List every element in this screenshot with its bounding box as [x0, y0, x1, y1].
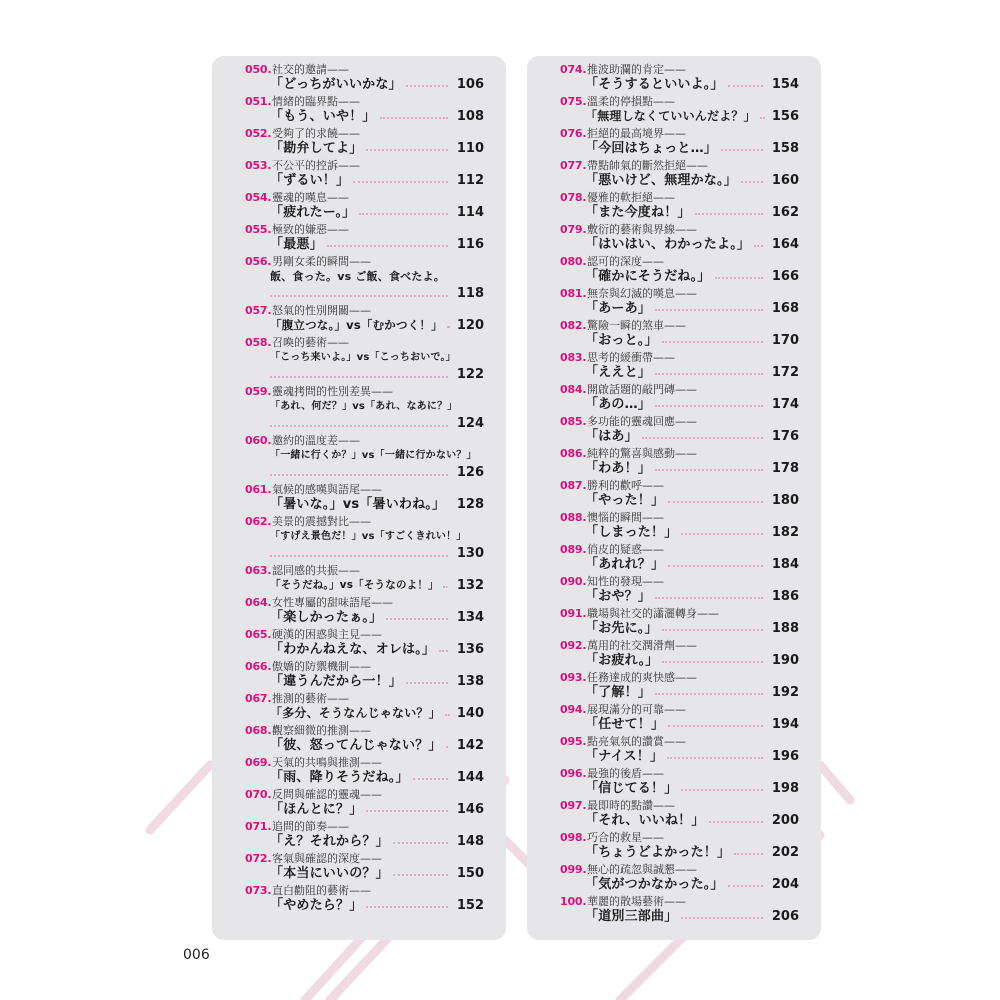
entry-phrase: 「やめたら？」 — [270, 898, 363, 913]
entry-number: 069. — [245, 756, 272, 769]
entry-page-number: 200 — [771, 813, 799, 828]
entry-phrase: 「やった！」 — [585, 493, 665, 508]
entry-number: 094. — [560, 703, 587, 716]
dotted-leader — [270, 425, 448, 427]
entry-page-number: 126 — [456, 465, 484, 480]
entry-number: 068. — [245, 724, 272, 737]
entry-phrase: 「おっと。」 — [585, 333, 658, 348]
entry-phrase: 「こっち来いよ。」vs「こっちおいで。」 — [270, 352, 456, 363]
entry-topic: 男剛女柔的瞬間—— — [272, 255, 371, 268]
entry-number: 060. — [245, 434, 272, 447]
entry-number: 062. — [245, 515, 272, 528]
entry-phrase: 「あの…」 — [585, 397, 652, 412]
entry-phrase: 「はあ」 — [585, 429, 638, 444]
dotted-leader — [667, 757, 763, 759]
entry-topic: 追問的節奏—— — [272, 820, 349, 833]
entry-phrase: 「暑いな。」vs「暑いわね。」 — [270, 497, 446, 512]
entry-phrase: 「楽しかったぁ。」 — [270, 610, 383, 625]
dotted-leader — [709, 821, 763, 823]
entry-page-number: 186 — [771, 589, 799, 604]
entry-topic: 美景的震撼對比—— — [272, 515, 371, 528]
entry-topic: 萬用的社交潤滑劑—— — [587, 639, 697, 652]
dotted-leader — [359, 213, 448, 215]
dotted-leader — [728, 885, 763, 887]
entry-topic: 巧合的救星—— — [587, 831, 664, 844]
entry-number: 100. — [560, 895, 587, 908]
entry-number: 061. — [245, 483, 272, 496]
entry-page-number: 164 — [771, 237, 799, 252]
entry-number: 074. — [560, 63, 587, 76]
dotted-leader — [406, 682, 448, 684]
entry-number: 091. — [560, 607, 587, 620]
dotted-leader — [681, 917, 763, 919]
dotted-leader — [642, 437, 763, 439]
entry-phrase: 「本当にいいの？」 — [270, 866, 389, 881]
entry-page-number: 112 — [456, 173, 484, 188]
entry-number: 097. — [560, 799, 587, 812]
dotted-leader — [386, 618, 448, 620]
entry-phrase: 「悪いけど、無理かな。」 — [585, 173, 737, 188]
entry-page-number: 188 — [771, 621, 799, 636]
entry-topic: 思考的緩衝帶—— — [587, 351, 675, 364]
entry-page-number: 114 — [456, 205, 484, 220]
entry-topic: 不公平的控訴—— — [272, 159, 360, 172]
entry-page-number: 128 — [456, 497, 484, 512]
entry-phrase: 「一緒に行くか？」vs「一緒に行かない？」 — [270, 450, 477, 461]
entry-page-number: 196 — [771, 749, 799, 764]
dotted-leader — [655, 693, 763, 695]
dotted-leader — [655, 597, 763, 599]
entry-topic: 職場與社交的瀟灑轉身—— — [587, 607, 719, 620]
entry-topic: 帶點帥氣的斷然拒絕—— — [587, 159, 708, 172]
entry-number: 050. — [245, 63, 272, 76]
entry-number: 055. — [245, 223, 272, 236]
entry-number: 099. — [560, 863, 587, 876]
entry-number: 057. — [245, 304, 272, 317]
entry-topic: 情緒的臨界點—— — [272, 95, 360, 108]
entry-topic: 純粹的驚喜與感動—— — [587, 447, 697, 460]
entry-page-number: 136 — [456, 642, 484, 657]
entry-number: 086. — [560, 447, 587, 460]
entry-topic: 最強的後盾—— — [587, 767, 664, 780]
entry-topic: 任務達成的爽快感—— — [587, 671, 697, 684]
entry-page-number: 150 — [456, 866, 484, 881]
dotted-leader — [443, 586, 448, 588]
dotted-leader — [754, 245, 763, 247]
entry-phrase: 「ほんとに？」 — [270, 802, 363, 817]
entry-page-number: 172 — [771, 365, 799, 380]
entry-number: 066. — [245, 660, 272, 673]
entry-page-number: 162 — [771, 205, 799, 220]
entry-page-number: 108 — [456, 109, 484, 124]
entry-page-number: 152 — [456, 898, 484, 913]
entry-topic: 開啟話題的敲門磚—— — [587, 383, 697, 396]
entry-topic: 勝利的歡呼—— — [587, 479, 664, 492]
entry-page-number: 194 — [771, 717, 799, 732]
entry-number: 054. — [245, 191, 272, 204]
entry-phrase: 「確かにそうだね。」 — [585, 269, 711, 284]
entry-phrase: 「任せて！」 — [585, 717, 665, 732]
entry-number: 051. — [245, 95, 272, 108]
entry-topic: 傲嬌的防禦機制—— — [272, 660, 371, 673]
entry-number: 089. — [560, 543, 587, 556]
entry-topic: 最即時的點讚—— — [587, 799, 675, 812]
entry-phrase: 「あーあ」 — [585, 301, 652, 316]
dotted-leader — [380, 117, 448, 119]
entry-topic: 俏皮的疑惑—— — [587, 543, 664, 556]
entry-topic: 知性的發現—— — [587, 575, 664, 588]
entry-number: 064. — [245, 596, 272, 609]
entry-phrase: 「それ、いいね！」 — [585, 813, 705, 828]
entry-topic: 推測的藝術—— — [272, 692, 349, 705]
entry-page-number: 158 — [771, 141, 799, 156]
entry-phrase: 「疲れたー。」 — [270, 205, 356, 220]
dotted-leader — [655, 469, 763, 471]
dotted-leader — [721, 149, 763, 151]
entry-page-number: 160 — [771, 173, 799, 188]
entry-number: 065. — [245, 628, 272, 641]
dotted-leader — [681, 533, 763, 535]
entry-phrase: 「え？それから？」 — [270, 834, 389, 849]
entry-page-number: 154 — [771, 77, 799, 92]
toc-panel-left — [212, 56, 506, 940]
entry-number: 077. — [560, 159, 587, 172]
entry-topic: 社交的邀請—— — [272, 63, 349, 76]
entry-number: 063. — [245, 564, 272, 577]
entry-number: 079. — [560, 223, 587, 236]
entry-page-number: 156 — [771, 109, 799, 124]
entry-number: 058. — [245, 336, 272, 349]
entry-page-number: 166 — [771, 269, 799, 284]
entry-page-number: 184 — [771, 557, 799, 572]
entry-number: 080. — [560, 255, 587, 268]
dotted-leader — [655, 309, 763, 311]
entry-page-number: 122 — [456, 367, 484, 382]
entry-phrase: 「おや？」 — [585, 589, 652, 604]
dotted-leader — [662, 661, 763, 663]
entry-topic: 點亮氣氛的讚賞—— — [587, 735, 686, 748]
entry-phrase: 「腹立つな。」vs「むかつく！」 — [270, 318, 443, 332]
entry-phrase: 「気がつかなかった。」 — [585, 877, 724, 892]
entry-page-number: 190 — [771, 653, 799, 668]
entry-number: 056. — [245, 255, 272, 268]
entry-topic: 優雅的軟拒絕—— — [587, 191, 675, 204]
entry-phrase: 「最悪」 — [270, 237, 323, 252]
entry-topic: 推波助瀾的肯定—— — [587, 63, 686, 76]
entry-page-number: 106 — [456, 77, 484, 92]
entry-phrase: 「彼、怒ってんじゃない？」 — [270, 738, 442, 753]
dotted-leader — [270, 295, 448, 297]
entry-topic: 展現滿分的可靠—— — [587, 703, 686, 716]
entry-topic: 召喚的藝術—— — [272, 336, 349, 349]
dotted-leader — [760, 117, 763, 119]
entry-phrase: 「そうだね。」vs「そうなのよ！」 — [270, 579, 439, 591]
dotted-leader — [715, 277, 763, 279]
entry-topic: 多功能的靈魂回應—— — [587, 415, 697, 428]
dotted-leader — [270, 474, 448, 476]
entry-number: 095. — [560, 735, 587, 748]
entry-phrase: 「違うんだから一！」 — [270, 674, 403, 689]
entry-number: 081. — [560, 287, 587, 300]
entry-page-number: 132 — [456, 578, 484, 593]
entry-topic: 硬漢的困惑與主見—— — [272, 628, 382, 641]
entry-page-number: 138 — [456, 674, 484, 689]
entry-page-number: 116 — [456, 237, 484, 252]
entry-topic: 認同感的共振—— — [272, 564, 360, 577]
entry-page-number: 192 — [771, 685, 799, 700]
entry-phrase: 「どっちがいいかな」 — [270, 77, 402, 92]
dotted-leader — [668, 725, 763, 727]
dotted-leader — [741, 181, 763, 183]
entry-page-number: 202 — [771, 845, 799, 860]
entry-topic: 天氣的共鳴與推測—— — [272, 756, 382, 769]
entry-topic: 華麗的散場藝術—— — [587, 895, 686, 908]
entry-topic: 靈魂的嘆息—— — [272, 191, 349, 204]
entry-number: 088. — [560, 511, 587, 524]
entry-number: 085. — [560, 415, 587, 428]
entry-page-number: 168 — [771, 301, 799, 316]
dotted-leader — [353, 181, 448, 183]
entry-phrase: 「しまった！」 — [585, 525, 678, 540]
entry-page-number: 178 — [771, 461, 799, 476]
dotted-leader — [446, 746, 448, 748]
entry-topic: 極致的嫌惡—— — [272, 223, 349, 236]
dotted-leader — [681, 789, 763, 791]
entry-topic: 氣候的感嘆與語尾—— — [272, 483, 382, 496]
entry-number: 096. — [560, 767, 587, 780]
entry-number: 070. — [245, 788, 272, 801]
entry-topic: 女性專屬的甜味語尾—— — [272, 596, 393, 609]
toc-panel-right — [527, 56, 821, 940]
entry-topic: 觀察細微的推測—— — [272, 724, 371, 737]
dotted-leader — [447, 326, 448, 328]
entry-phrase: 「今回はちょっと…」 — [585, 141, 718, 156]
entry-phrase: 「お先に。」 — [585, 621, 658, 636]
entry-topic: 無奈與幻滅的嘆息—— — [587, 287, 697, 300]
dotted-leader — [413, 778, 448, 780]
dotted-leader — [270, 376, 448, 378]
entry-number: 078. — [560, 191, 587, 204]
entry-phrase: 「無理しなくていいんだよ？」 — [585, 109, 756, 123]
entry-topic: 拒絕的最高境界—— — [587, 127, 686, 140]
entry-topic: 無心的疏忽與誠懇—— — [587, 863, 697, 876]
entry-page-number: 206 — [771, 909, 799, 924]
entry-phrase: 「すげえ景色だ！」vs「すごくきれい！」 — [270, 531, 467, 542]
entry-number: 052. — [245, 127, 272, 140]
entry-number: 059. — [245, 385, 272, 398]
entry-phrase: 「ちょうどよかった！」 — [585, 845, 731, 860]
dotted-leader — [445, 714, 448, 716]
entry-phrase: 「お疲れ。」 — [585, 653, 659, 668]
dotted-leader — [668, 565, 763, 567]
entry-phrase: 「わかんねえな、オレは。」 — [270, 642, 436, 657]
entry-number: 075. — [560, 95, 587, 108]
entry-topic: 直白勸阻的藝術—— — [272, 884, 371, 897]
entry-phrase: 「はいはい、わかったよ。」 — [585, 237, 751, 252]
entry-number: 084. — [560, 383, 587, 396]
entry-page-number: 182 — [771, 525, 799, 540]
entry-topic: 怒氣的性別開關—— — [272, 304, 371, 317]
entry-number: 067. — [245, 692, 272, 705]
dotted-leader — [366, 810, 448, 812]
entry-topic: 溫柔的停損點—— — [587, 95, 675, 108]
entry-number: 090. — [560, 575, 587, 588]
entry-number: 087. — [560, 479, 587, 492]
entry-phrase: 「ナイス！」 — [585, 749, 664, 764]
entry-number: 053. — [245, 159, 272, 172]
entry-phrase: 「あれ、何だ？」vs「あれ、なあに？」 — [270, 401, 458, 412]
dotted-leader — [406, 85, 448, 87]
dotted-leader — [366, 149, 448, 151]
entry-topic: 驚險一瞬的煞車—— — [587, 319, 686, 332]
dotted-leader — [655, 405, 763, 407]
entry-phrase: 飯、食った。vs ご飯、食べたよ。 — [270, 270, 445, 283]
dotted-leader — [393, 874, 448, 876]
entry-number: 076. — [560, 127, 587, 140]
entry-page-number: 176 — [771, 429, 799, 444]
entry-topic: 認可的深度—— — [587, 255, 664, 268]
dotted-leader — [270, 555, 448, 557]
entry-phrase: 「もう、いや！」 — [270, 109, 376, 124]
entry-page-number: 134 — [456, 610, 484, 625]
entry-topic: 敷衍的藝術與界線—— — [587, 223, 697, 236]
dotted-leader — [662, 341, 763, 343]
entry-phrase: 「勘弁してよ」 — [270, 141, 363, 156]
entry-topic: 靈魂拷問的性別差異—— — [272, 385, 393, 398]
entry-topic: 懊惱的瞬間—— — [587, 511, 664, 524]
entry-page-number: 204 — [771, 877, 799, 892]
entry-topic: 反問與確認的靈魂—— — [272, 788, 382, 801]
entry-page-number: 142 — [456, 738, 484, 753]
entry-page-number: 124 — [456, 416, 484, 431]
entry-number: 072. — [245, 852, 272, 865]
entry-page-number: 170 — [771, 333, 799, 348]
entry-page-number: 118 — [456, 286, 484, 301]
entry-phrase: 「また今度ね！」 — [585, 205, 691, 220]
entry-phrase: 「ええと」 — [585, 365, 652, 380]
entry-phrase: 「信じてる！」 — [585, 781, 678, 796]
dotted-leader — [728, 85, 763, 87]
dotted-leader — [662, 629, 763, 631]
entry-topic: 客氣與確認的深度—— — [272, 852, 382, 865]
dotted-leader — [393, 842, 448, 844]
entry-page-number: 120 — [456, 318, 484, 333]
entry-phrase: 「あれれ？」 — [585, 557, 665, 572]
dotted-leader — [655, 373, 763, 375]
entry-topic: 邀約的溫度差—— — [272, 434, 360, 447]
entry-page-number: 130 — [456, 546, 484, 561]
entry-page-number: 174 — [771, 397, 799, 412]
dotted-leader — [695, 213, 763, 215]
entry-page-number: 198 — [771, 781, 799, 796]
entry-page-number: 148 — [456, 834, 484, 849]
entry-phrase: 「ずるい！」 — [270, 173, 350, 188]
entry-page-number: 180 — [771, 493, 799, 508]
entry-phrase: 「道別三部曲」 — [585, 909, 678, 924]
entry-number: 083. — [560, 351, 587, 364]
entry-number: 093. — [560, 671, 587, 684]
dotted-leader — [366, 906, 448, 908]
dotted-leader — [439, 650, 448, 652]
entry-phrase: 「雨、降りそうだね。」 — [270, 770, 409, 785]
entry-page-number: 110 — [456, 141, 484, 156]
entry-number: 098. — [560, 831, 587, 844]
entry-phrase: 「そうするといいよ。」 — [585, 77, 724, 92]
entry-page-number: 140 — [456, 706, 484, 721]
page-number: 006 — [183, 947, 210, 963]
entry-number: 073. — [245, 884, 272, 897]
entry-page-number: 144 — [456, 770, 484, 785]
dotted-leader — [327, 245, 448, 247]
entry-number: 082. — [560, 319, 587, 332]
dotted-leader — [668, 501, 763, 503]
entry-phrase: 「多分、そうなんじゃない？」 — [270, 706, 441, 720]
entry-number: 092. — [560, 639, 587, 652]
dotted-leader — [734, 853, 763, 855]
entry-phrase: 「了解！」 — [585, 685, 652, 700]
entry-topic: 受夠了的求饒—— — [272, 127, 360, 140]
entry-page-number: 146 — [456, 802, 484, 817]
entry-number: 071. — [245, 820, 272, 833]
entry-phrase: 「わあ！」 — [585, 461, 652, 476]
